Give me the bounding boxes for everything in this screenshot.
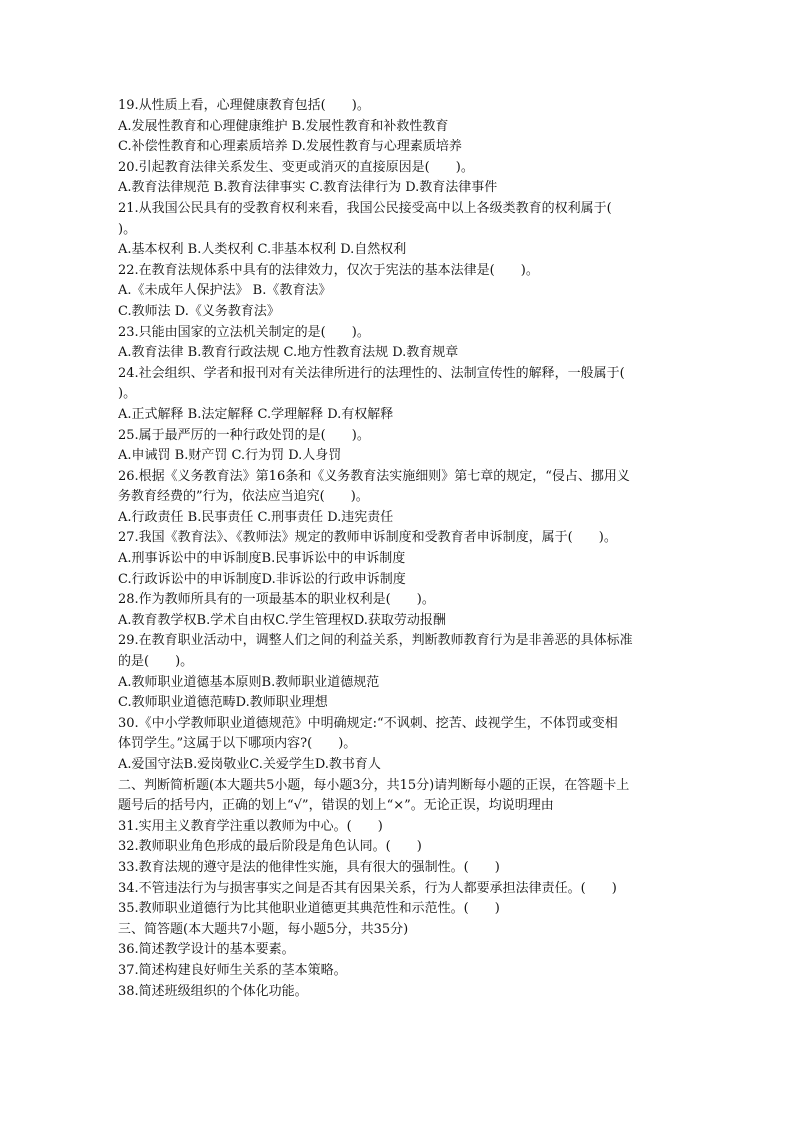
text-line: )。 [118, 386, 137, 402]
text-line: 32.教师职业角色形成的最后阶段是角色认同。( ) [118, 839, 422, 855]
text-line: 20.引起教育法律关系发生、变更或消灭的直接原因是( )。 [118, 159, 474, 175]
text-line: 19.从性质上看，心理健康教育包括( )。 [118, 98, 370, 113]
text-line: C.教师职业道德范畴D.教师职业理想 [118, 695, 328, 711]
text-line: 务教育经费的”行为，依法应当追究( )。 [118, 489, 369, 505]
text-line: A.教师职业道德基本原则B.教师职业道德规范 [118, 674, 380, 690]
text-line: A.教育教学权B.学术自由权C.学生管理权D.获取劳动报酬 [118, 612, 446, 628]
text-line: A.刑事诉讼中的申诉制度B.民事诉讼中的申诉制度 [118, 551, 406, 567]
text-line: 27.我国《教育法》、《教师法》规定的教师申诉制度和受教育者申诉制度，属于( )。 [118, 530, 617, 546]
text-line: 38.简述班级组织的个体化功能。 [118, 983, 308, 999]
exam-page [118, 96, 678, 1002]
text-line: 29.在教育职业活动中，调整人们之间的利益关系，判断教师教育行为是非善恶的具体标准 [118, 633, 633, 649]
text-line: C.行政诉讼中的申诉制度D.非诉讼的行政申诉制度 [118, 571, 406, 587]
text-line: 30.《中小学教师职业道德规范》中明确规定:“不讽刺、挖苦、歧视学生，不体罚或变相 [118, 715, 618, 731]
text-line: 36.简述教学设计的基本要素。 [118, 942, 295, 958]
text-line: 24.社会组织、学者和报刊对有关法律所进行的法理性的、法制宣传性的解释，一般属于( [118, 365, 625, 381]
text-line: 三、简答题(本大题共7小题，每小题5分，共35分) [118, 921, 409, 937]
text-line: A.申诫罚 B.财产罚 C.行为罚 D.人身罚 [118, 448, 342, 464]
text-line: 体罚学生。”这属于以下哪项内容?( )。 [118, 736, 357, 752]
text-line: 35.教师职业道德行为比其他职业道德更其典范性和示范性。( ) [118, 901, 500, 917]
text-line: C.教师法 D.《义务教育法》 [118, 303, 280, 319]
text-line: 23.只能由国家的立法机关制定的是( )。 [118, 324, 370, 340]
text-line: A.发展性教育和心理健康维护 B.发展性教育和补救性教育 [118, 118, 449, 134]
text-line: 31.实用主义教育学注重以教师为中心。( ) [118, 818, 383, 834]
text-line: 二、判断简析题(本大题共5小题，每小题3分，共15分)请判断每小题的正误，在答题卡上 [118, 777, 630, 793]
text-line: A.教育法律规范 B.教育法律事实 C.教育法律行为 D.教育法律事件 [118, 180, 498, 196]
text-line: 21.从我国公民具有的受教育权利来看，我国公民接受高中以上各级类教育的权利属于( [118, 200, 612, 216]
text-line: 26.根据《义务教育法》第16条和《义务教育法实施细则》第七章的规定，“侵占、挪用义 [118, 468, 630, 484]
text-line: A.《未成年人保护法》 B.《教育法》 [118, 283, 332, 299]
text-line: C.补偿性教育和心理素质培养 D.发展性教育与心理素质培养 [118, 139, 462, 155]
text-line: 34.不管违法行为与损害事实之间是否其有因果关系，行为人都要承担法律责任。( ) [118, 880, 617, 896]
text-line: 28.作为教师所具有的一项最基本的职业权利是( )。 [118, 592, 435, 608]
text-line: A.行政责任 B.民事责任 C.刑事责任 D.违宪责任 [118, 509, 394, 525]
text-line: A.教育法律 B.教育行政法规 C.地方性教育法规 D.教育规章 [118, 345, 459, 361]
text-line: 25.属于最严厉的一种行政处罚的是( )。 [118, 427, 370, 443]
text-line: A.基本权利 B.人类权利 C.非基本权利 D.自然权利 [118, 242, 407, 258]
text-line: A.爱国守法B.爱岗敬业C.关爱学生D.教书育人 [118, 757, 381, 772]
text-line: 题号后的括号内，正确的划上“√”，错误的划上“×”。无论正误，均说明理由 [118, 798, 554, 814]
text-line: 37.简述构建良好师生关系的茎本策略。 [118, 962, 347, 978]
text-line: 22.在教育法规体系中具有的法律效力，仅次于宪法的基本法律是( )。 [118, 262, 539, 278]
text-line: 33.教育法规的遵守是法的他律性实施，具有很大的强制性。( ) [118, 859, 500, 875]
text-line: 的是( )。 [118, 654, 194, 670]
text-line: A.正式解释 B.法定解释 C.学理解释 D.有权解释 [118, 406, 394, 422]
text-line: )。 [118, 221, 137, 237]
